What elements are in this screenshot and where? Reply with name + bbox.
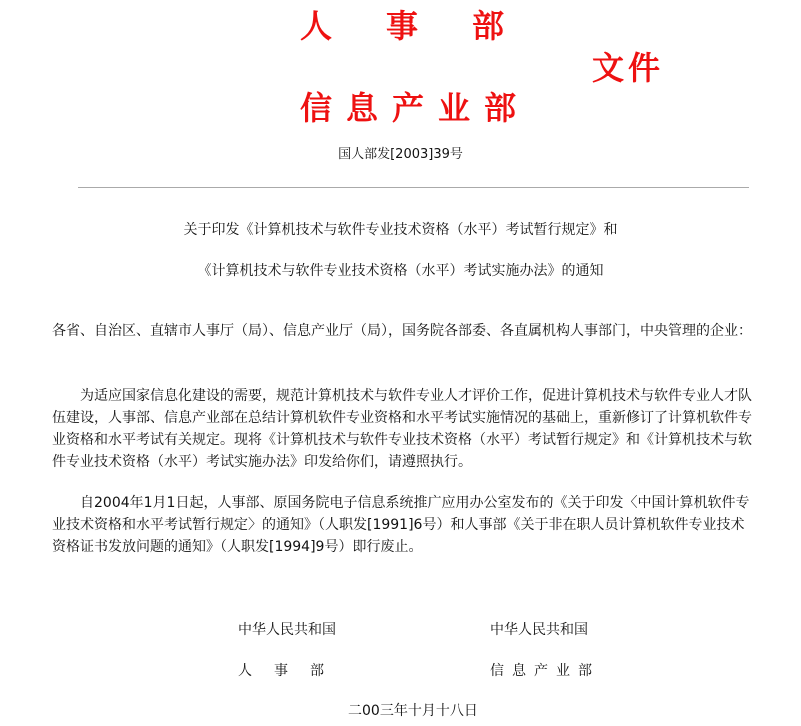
signature-country-right: 中华人民共和国 xyxy=(490,622,588,638)
issuer-ministry-information-industry: 信息产业部 xyxy=(300,89,531,127)
header-divider xyxy=(78,187,749,188)
body-paragraph-1: 为适应国家信息化建设的需要，规范计算机技术与软件专业人才评价工作，促进计算机技术与软件专业人才队伍建设，人事部、信息产业部在总结计算机软件专业资格和水平考试实施情况的基础上，重新修订了计算机软件专业资格和水平考试有关规定。现将《计算机技术与软件专业技术资格（水平）考试暂行规定》和《计算机技术与软件专业技术资格（水平）考试实施办法》印发给你们，请遵照执行。 xyxy=(52,388,752,470)
signature-dept-personnel: 人事部 xyxy=(238,663,346,679)
body-paragraph-2: 自2004年1月1日起，人事部、原国务院电子信息系统推广应用办公室发布的《关于印发〈中国计算机软件专业技术资格和水平考试暂行规定〉的通知》（人职发[1991]6号）和人事部《关于非在职人员计算机软件专业技术资格证书发放问题的通知》（人职发[1994]9号）即行废止。 xyxy=(52,495,750,555)
issuer-ministry-personnel: 人事部 xyxy=(300,7,559,45)
signature-country-left: 中华人民共和国 xyxy=(238,622,336,638)
document-number: 国人部发[2003]39号 xyxy=(338,147,463,162)
notice-title-line-1: 关于印发《计算机技术与软件专业技术资格（水平）考试暂行规定》和 xyxy=(183,222,618,238)
salutation: 各省、自治区、直辖市人事厅（局）、信息产业厅（局），国务院各部委、各直属机构人事部门，中央管理的企业： xyxy=(52,323,752,339)
issue-date: 二00三年十月十八日 xyxy=(348,703,478,719)
signature-dept-information-industry: 信息产业部 xyxy=(490,663,600,679)
notice-title-line-2: 《计算机技术与软件专业技术资格（水平）考试实施办法》的通知 xyxy=(197,263,604,279)
document-label: 文件 xyxy=(592,49,665,87)
